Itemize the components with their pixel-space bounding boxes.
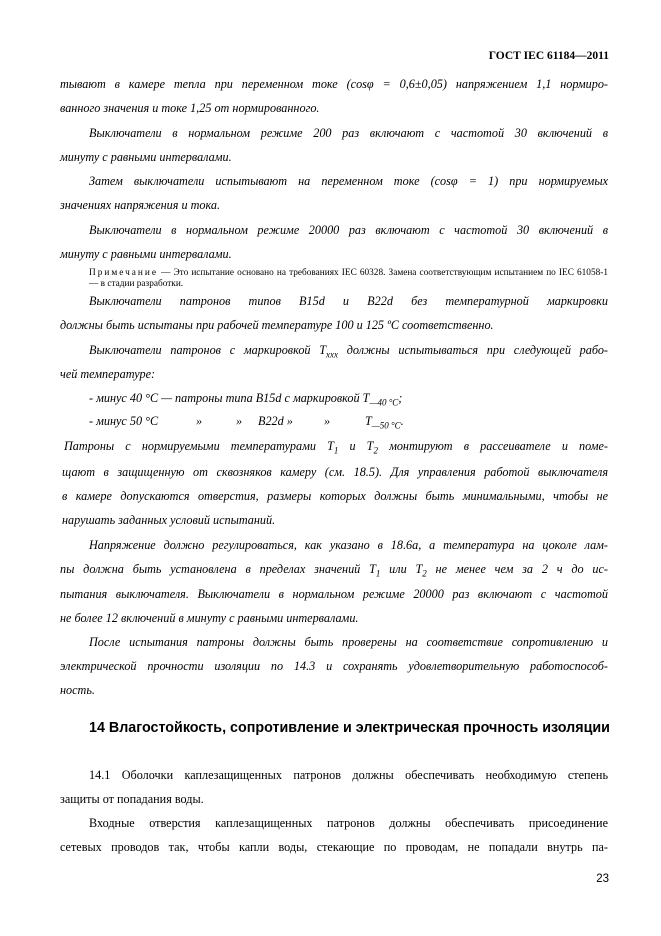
text-line: Напряжение должно регулироваться, как указано в 18.6а, а температура на цоколе лам- <box>89 538 608 552</box>
text-segment: пы должна быть установлена в пределах значений T <box>60 562 376 576</box>
subscript: 1 <box>333 445 339 456</box>
temperature-row-40 <box>89 391 402 407</box>
text-line: в камере допускаются отверстия, размеры которых должны быть минимальными, чтобы не <box>62 489 608 503</box>
text-segment: монтируют в рассеивателе и поме- <box>377 439 608 453</box>
text-line: 14.1 Оболочки каплезащищенных патронов должны обеспечивать необходимую степень <box>89 768 608 782</box>
text-segment: ; <box>398 391 403 405</box>
page-number: 23 <box>596 873 609 885</box>
text-line: щают в защищенную от сквозняков камеру (см. 18.5). Для управления работой выключателя <box>62 465 608 479</box>
text-line: минуту с равными интервалами. <box>60 150 232 164</box>
text-segment: - минус 40 °C — патроны типа B15d с маркировкой T <box>89 391 370 405</box>
text-line: Выключатели в нормальном режиме 20000 раз включают с частотой 30 включений в <box>89 223 608 237</box>
subscript: —50 °C <box>371 420 401 431</box>
text-line <box>64 439 608 455</box>
text-segment: . <box>400 414 404 428</box>
lamp-type: B22d » <box>258 414 293 428</box>
text-line: ность. <box>60 683 95 697</box>
text-line: электрической прочности изоляции по 14.3 и сохранять удовлетворительную работоспособ- <box>60 659 608 673</box>
subscript: xxx <box>326 349 339 360</box>
text-line: должны быть испытаны при рабочей температуре 100 и 125 ºC соответственно. <box>60 318 494 332</box>
section-heading: 14 Влагостойкость, сопротивление и электрическая прочность изоляции <box>89 720 610 736</box>
subscript: —40 °C <box>369 397 399 408</box>
text-segment: или T <box>380 562 423 576</box>
text-line <box>60 562 608 578</box>
text-segment: Патроны с нормируемыми температурами T <box>64 439 334 453</box>
text-line: Затем выключатели испытывают на переменном токе (cosφ = 1) при нормируемых <box>89 174 608 188</box>
text-line: минуту с равными интервалами. <box>60 247 232 261</box>
subscript: 2 <box>373 445 378 456</box>
text-segment: должны испытываться при следующей рабо- <box>338 343 608 357</box>
text-line <box>89 343 608 359</box>
text-segment: не менее чем за 2 ч до ис- <box>426 562 608 576</box>
text-line: Входные отверстия каплезащищенных патронов должны обеспечивать присоединение <box>89 816 608 830</box>
ditto-mark: » <box>324 414 331 428</box>
text-line: ванного значения и токе 1,25 от нормированного. <box>60 101 320 115</box>
text-segment: и T <box>338 439 374 453</box>
text-line: значениях напряжения и тока. <box>60 198 221 212</box>
temperature-row-50: - минус 50 °C <box>89 414 159 428</box>
text-line: После испытания патроны должны быть проверены на соответствие сопротивлению и <box>89 635 608 649</box>
text-line: Выключатели в нормальном режиме 200 раз включают с частотой 30 включений в <box>89 126 608 140</box>
text-line: чей температуре: <box>60 367 156 381</box>
text-segment: Выключатели патронов с маркировкой T <box>89 343 327 357</box>
temperature-marking <box>365 414 404 430</box>
ditto-mark: » <box>196 414 203 428</box>
text-line: пытания выключателя. Выключатели в нормальном режиме 20000 раз включают с частотой <box>60 587 608 601</box>
subscript: 2 <box>422 568 427 579</box>
document-code: ГОСТ IEC 61184—2011 <box>488 50 609 62</box>
text-line: сетевых проводов так, чтобы капли воды, стекающие по проводам, не попадали внутрь па- <box>60 840 608 854</box>
text-line: не более 12 включений в минуту с равными интервалами. <box>60 611 359 625</box>
text-line: защиты от попадания воды. <box>60 792 204 806</box>
subscript: 1 <box>375 568 381 579</box>
text-line: нарушать заданных условий испытаний. <box>62 513 276 527</box>
text-line: тывают в камере тепла при переменном токе (cosφ = 0,6±0,05) напряжением 1,1 нормиро- <box>60 77 608 91</box>
ditto-mark: » <box>236 414 243 428</box>
note-label: Примечание <box>89 268 158 278</box>
text-line: Выключатели патронов типов B15d и B22d без температурной маркировки <box>89 294 608 308</box>
text-segment: T <box>365 414 372 428</box>
note-text: — Это испытание основано на требованиях IEC 60328. Замена соответствующим испытанием по IEC 61058-1 — в стадии разработки. <box>89 268 608 289</box>
note-paragraph <box>89 268 608 290</box>
